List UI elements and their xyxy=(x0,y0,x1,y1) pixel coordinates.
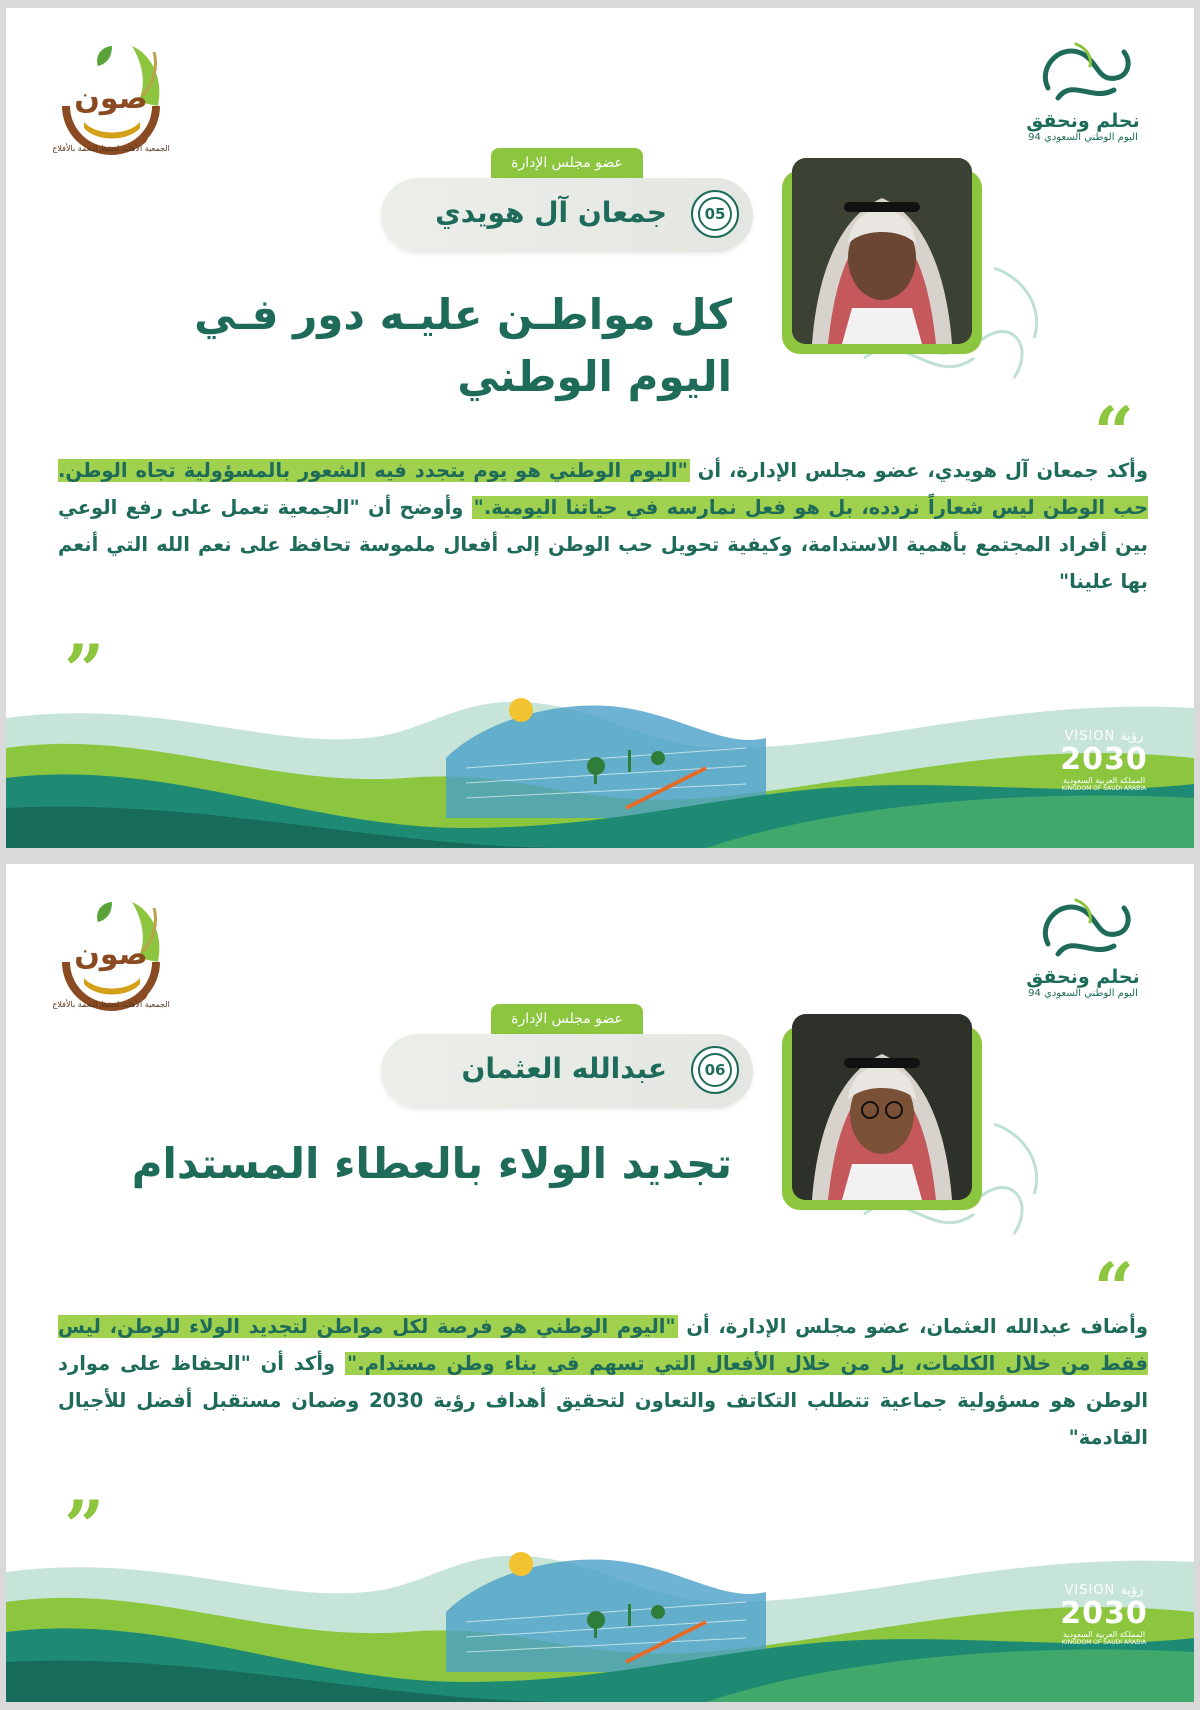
quote-open-icon: “ xyxy=(1093,391,1134,474)
vision-word: VISION رؤية xyxy=(1064,1583,1144,1598)
national-day-logo xyxy=(1008,38,1158,143)
role-label: عضو مجلس الإدارة xyxy=(491,1004,643,1034)
vision-word: VISION رؤية xyxy=(1064,729,1144,744)
headline-line-2: اليوم الوطني xyxy=(457,352,732,401)
quote-open-icon: “ xyxy=(1093,1247,1134,1330)
national-day-logo xyxy=(1008,894,1158,999)
name-pill xyxy=(381,1034,753,1108)
headline xyxy=(46,1134,732,1194)
quote-body xyxy=(58,452,1148,600)
national-day-subtitle: اليوم الوطني السعودي 94 xyxy=(1028,988,1138,999)
sawn-logo-text: صون xyxy=(74,81,148,116)
body-part-1: وأكد جمعان آل هويدي، عضو مجلس الإدارة، أن xyxy=(689,459,1148,482)
vision-2030-logo xyxy=(1050,729,1158,792)
headline-line-1: كل مواطـن عليـه دور فـي xyxy=(194,290,732,339)
body-highlight: "اليوم الوطني هو فرصة لكل مواطن لتجديد الولاء للوطن، ليس فقط من خلال الكلمات، بل من خلال الأفعال التي تسهم في بناء وطن مستدام." xyxy=(58,1315,1148,1375)
body-part-2: وأكد أن "الحفاظ على موارد الوطن هو مسؤولية جماعية تتطلب التكاتف والتعاون لتحقيق أهداف رؤية 2030 وضمان مستقبل أفضل للأجيال القادمة" xyxy=(58,1352,1148,1449)
quote-close-icon: ” xyxy=(64,629,105,712)
news-card xyxy=(6,864,1194,1702)
headline-line-1: تجديد الولاء بالعطاء المستدام xyxy=(131,1139,732,1188)
sawn-logo-text: صون xyxy=(74,937,148,972)
quote-body xyxy=(58,1308,1148,1456)
vision-2030-logo xyxy=(1050,1583,1158,1646)
sawn-caption: الجمعية الأهلية لحفظ النعمة بالأفلاج xyxy=(52,1000,170,1009)
national-day-title: نحلم ونحقق xyxy=(1026,966,1140,988)
number-badge xyxy=(691,190,739,238)
national-day-title: نحلم ونحقق xyxy=(1026,110,1140,132)
body-part-1: وأضاف عبدالله العثمان، عضو مجلس الإدارة، أن xyxy=(677,1315,1148,1338)
role-label: عضو مجلس الإدارة xyxy=(491,148,643,178)
news-card xyxy=(6,8,1194,848)
number-text: 05 xyxy=(698,197,732,231)
member-name: جمعان آل هويدي xyxy=(435,196,667,229)
name-pill xyxy=(381,178,753,252)
landscape-banner xyxy=(6,688,1194,848)
landscape-banner xyxy=(6,1542,1194,1702)
vision-country-en: KINGDOM OF SAUDI ARABIA xyxy=(1061,785,1147,792)
vision-year: 2030 xyxy=(1060,1596,1148,1631)
vision-country-ar: المملكة العربية السعودية xyxy=(1062,776,1146,785)
member-photo xyxy=(782,158,982,354)
vision-country-ar: المملكة العربية السعودية xyxy=(1062,1630,1146,1639)
vision-year: 2030 xyxy=(1060,742,1148,777)
body-part-2: وأوضح أن "الجمعية تعمل على رفع الوعي بين أفراد المجتمع بأهمية الاستدامة، وكيفية تحويل حب الوطن إلى أفعال ملموسة تحافظ على نعم الله التي أنعم بها علينا" xyxy=(58,496,1148,593)
body-highlight: "اليوم الوطني هو يوم يتجدد فيه الشعور بالمسؤولية تجاه الوطن. حب الوطن ليس شعاراً نردده، بل هو فعل نمارسه في حياتنا اليومية." xyxy=(58,459,1148,519)
headline xyxy=(46,284,732,408)
vision-country-en: KINGDOM OF SAUDI ARABIA xyxy=(1061,1639,1147,1646)
member-photo xyxy=(782,1014,982,1210)
quote-close-icon: ” xyxy=(64,1485,105,1568)
national-day-subtitle: اليوم الوطني السعودي 94 xyxy=(1028,132,1138,143)
number-text: 06 xyxy=(698,1053,732,1087)
sawn-caption: الجمعية الأهلية لحفظ النعمة بالأفلاج xyxy=(52,144,170,153)
number-badge xyxy=(691,1046,739,1094)
member-name: عبدالله العثمان xyxy=(461,1052,667,1085)
